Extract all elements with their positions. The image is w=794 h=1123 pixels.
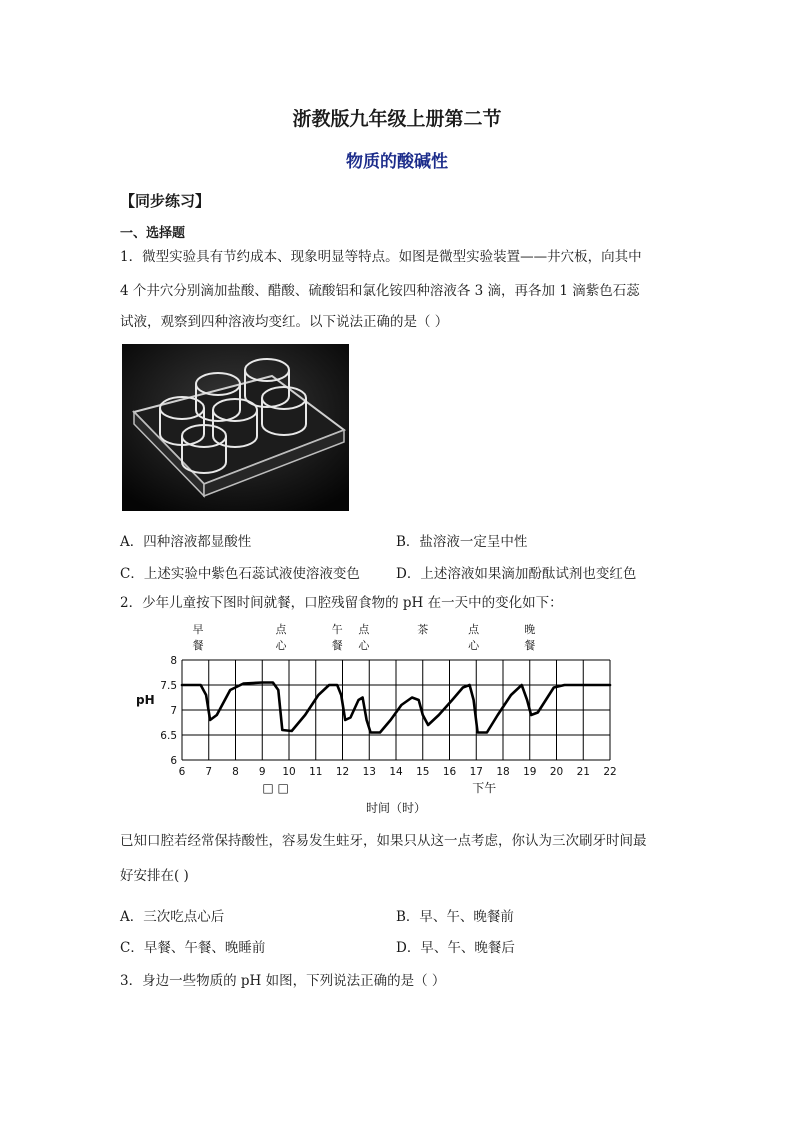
x-tick-label: 13 — [362, 766, 376, 778]
x-tick-label: 19 — [523, 766, 537, 778]
q3-stem: 3．身边一些物质的 pH 如图，下列说法正确的是（ ） — [120, 973, 446, 989]
y-tick-label: 7 — [170, 705, 177, 717]
ph-chart-svg — [122, 620, 622, 820]
x-axis-label: 时间（时） — [365, 801, 427, 815]
y-tick-label: 7.5 — [160, 680, 177, 692]
meal-label-top: 午 — [331, 623, 343, 636]
x-tick-label: 22 — [603, 766, 617, 778]
q2-stem: 2．少年儿童按下图时间就餐，口腔残留食物的 pH 在一天中的变化如下： — [120, 595, 563, 611]
y-axis-label: pH — [136, 693, 155, 707]
meal-label-bottom: 餐 — [331, 639, 343, 652]
x-tick-label: 11 — [309, 766, 323, 778]
meal-label-top: 晚 — [524, 623, 536, 636]
ph-chart — [122, 620, 622, 820]
x-tick-label: 12 — [335, 766, 350, 778]
y-tick-label: 8 — [170, 655, 177, 667]
meal-label-top: 点 — [468, 623, 480, 636]
q2-after-line-2: 好安排在( ) — [120, 868, 189, 884]
x-tick-label: 20 — [549, 766, 564, 778]
x-tick-label: 21 — [576, 766, 590, 778]
q1-line-1: 1．微型实验具有节约成本、现象明显等特点。如图是微型实验装置——井穴板，向其中 — [120, 249, 642, 265]
x-tick-label: 15 — [416, 766, 430, 778]
x-tick-label: 17 — [469, 766, 483, 778]
q2-option-b: B．早、午、晚餐前 — [396, 909, 514, 925]
meal-label-bottom: 餐 — [524, 639, 536, 652]
meal-label-top: 点 — [275, 623, 287, 636]
x-tick-label: 7 — [205, 766, 213, 778]
q1-option-c: C．上述实验中紫色石蕊试液使溶液变色 — [120, 566, 360, 582]
q1-option-a: A．四种溶液都显酸性 — [120, 534, 252, 550]
meal-label-top: 点 — [358, 623, 370, 636]
x-tick-label: 8 — [232, 766, 239, 778]
q1-option-b: B．盐溶液一定呈中性 — [396, 534, 528, 550]
q2-option-a: A．三次吃点心后 — [120, 909, 225, 925]
meal-label-bottom: 心 — [275, 639, 287, 652]
period-label: □ □ — [262, 781, 289, 795]
x-tick-label: 14 — [389, 766, 403, 778]
meal-label-bottom: 餐 — [192, 639, 204, 652]
q2-after-line-1: 已知口腔若经常保持酸性，容易发生蛀牙，如果只从这一点考虑，你认为三次刷牙时间最 — [120, 833, 647, 849]
meal-label-top: 早 — [192, 623, 204, 636]
q2-option-d: D．早、午、晚餐后 — [396, 940, 515, 956]
x-tick-label: 9 — [258, 766, 266, 778]
meal-label-bottom: 心 — [358, 639, 370, 652]
x-tick-label: 16 — [442, 766, 457, 778]
meal-label-top: 茶 — [417, 623, 429, 636]
q1-line-3: 试液，观察到四种溶液均变红。以下说法正确的是（ ） — [120, 314, 449, 330]
q1-option-d: D．上述溶液如果滴加酚酞试剂也变红色 — [396, 566, 637, 582]
y-tick-label: 6 — [170, 755, 177, 767]
section-heading: 【同步练习】 — [120, 192, 211, 210]
q2-option-c: C．早餐、午餐、晚睡前 — [120, 940, 266, 956]
period-label: 下午 — [472, 781, 497, 795]
q1-line-2: 4 个井穴分别滴加盐酸、醋酸、硫酸铝和氯化铵四种溶液各 3 滴，再各加 1 滴紫色石蕊 — [120, 283, 640, 299]
document-subtitle: 物质的酸碱性 — [346, 152, 448, 172]
meal-label-bottom: 心 — [468, 639, 480, 652]
x-tick-label: 6 — [178, 766, 186, 778]
well-plate-photo — [122, 344, 349, 511]
x-tick-label: 18 — [496, 766, 510, 778]
part-heading: 一、选择题 — [120, 226, 186, 241]
y-tick-label: 6.5 — [160, 730, 177, 742]
x-tick-label: 10 — [282, 766, 296, 778]
document-title: 浙教版九年级上册第二节 — [292, 108, 502, 130]
